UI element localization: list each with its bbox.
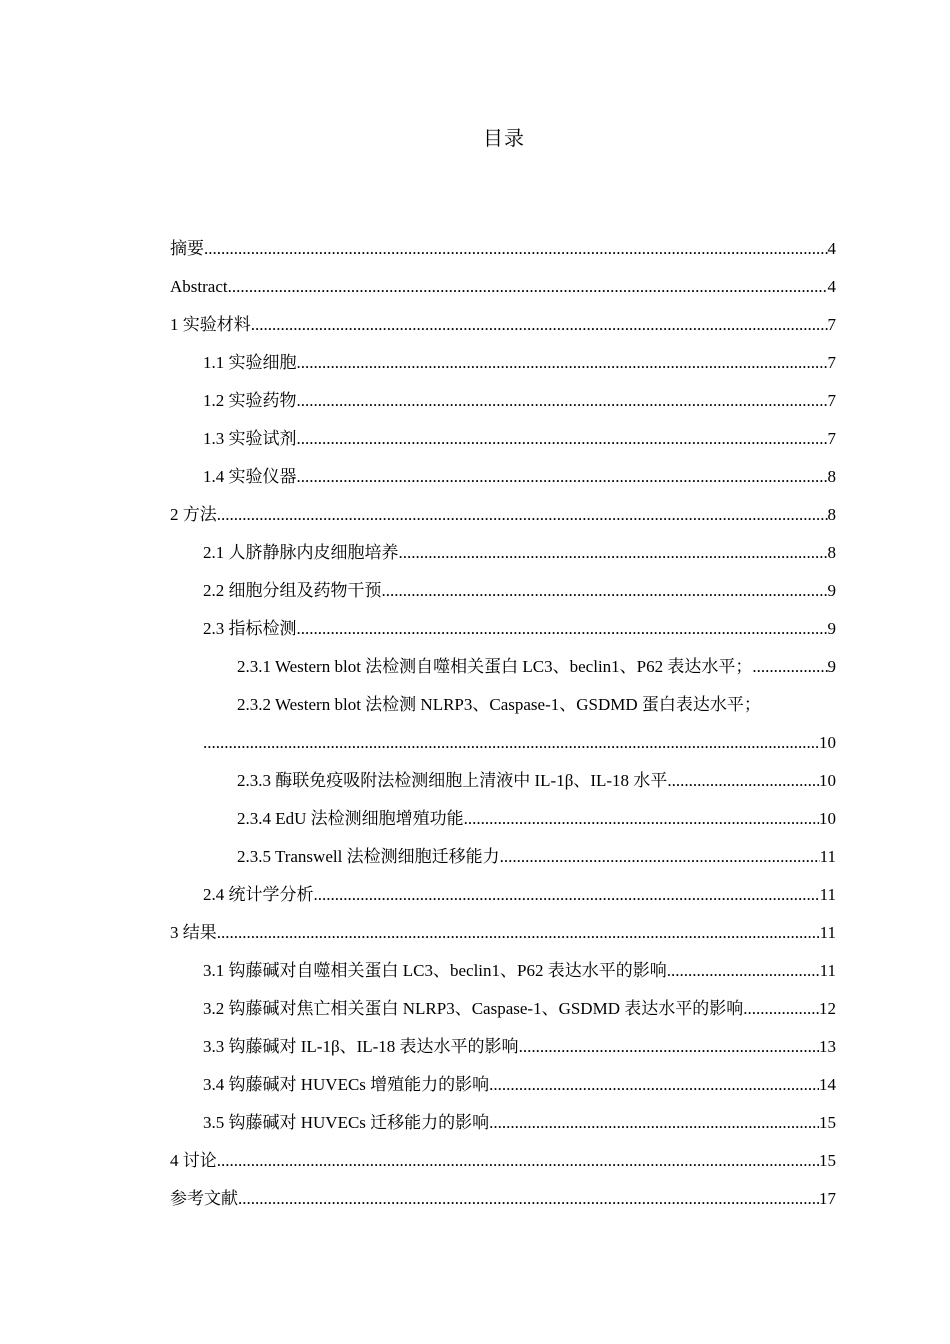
toc-entry[interactable]: [170, 578, 836, 616]
toc-entry[interactable]: [170, 540, 836, 578]
toc-leader-dots: [743, 996, 819, 1022]
toc-leader-dots: [297, 350, 828, 376]
toc-entry-label: 2.3.5 Transwell 法检测细胞迁移能力: [237, 847, 500, 866]
toc-leader-dots: [297, 464, 828, 490]
toc-entry-label: 2.3.1 Western blot 法检测自噬相关蛋白 LC3、beclin1、P62 表达水平；: [237, 657, 753, 676]
toc-entry-label: 3.3 钩藤碱对 IL-1β、IL-18 表达水平的影响: [203, 1037, 519, 1056]
toc-entry-label: 3.5 钩藤碱对 HUVECs 迁移能力的影响: [203, 1113, 490, 1132]
toc-page-number: 7: [827, 391, 836, 410]
toc-leader-dots: [297, 616, 828, 642]
toc-entry-label: 1.1 实验细胞: [203, 353, 297, 372]
toc-entry[interactable]: [170, 312, 836, 350]
toc-page-number: 7: [827, 353, 836, 372]
toc-leader-dots: [217, 1148, 819, 1174]
toc-entry-continuation[interactable]: [170, 730, 836, 768]
toc-leader-dots: [297, 388, 828, 414]
toc-entry[interactable]: [170, 1034, 836, 1072]
toc-entry-label: 1.2 实验药物: [203, 391, 297, 410]
toc-page-number: 4: [827, 239, 836, 258]
toc-entry[interactable]: [170, 236, 836, 274]
toc-leader-dots: [667, 958, 820, 984]
toc-entry-label: 2.2 细胞分组及药物干预: [203, 581, 382, 600]
toc-page-number: 8: [827, 467, 836, 486]
toc-entry-label: 2 方法: [170, 505, 217, 524]
toc-entry[interactable]: [170, 350, 836, 388]
toc-entry-label: 4 讨论: [170, 1151, 217, 1170]
toc-entry[interactable]: [170, 654, 836, 692]
toc-page-number: 11: [819, 961, 836, 980]
toc-page-number: 12: [819, 999, 836, 1018]
toc-page-number: 13: [819, 1037, 836, 1056]
toc-leader-dots: [314, 882, 820, 908]
toc-leader-dots: [399, 540, 828, 566]
toc-entry-label: 2.1 人脐静脉内皮细胞培养: [203, 543, 399, 562]
toc-entry-label: 2.3.2 Western blot 法检测 NLRP3、Caspase-1、GSDMD 蛋白表达水平；: [237, 695, 761, 714]
toc-page-number: 11: [819, 847, 836, 866]
toc-page-number: 9: [827, 657, 836, 676]
toc-page-number: 8: [827, 505, 836, 524]
toc-entry-label: 1 实验材料: [170, 315, 251, 334]
toc-entry[interactable]: [170, 274, 836, 312]
toc-leader-dots: [489, 1072, 819, 1098]
toc-page-number: 15: [819, 1151, 836, 1170]
toc-page-number: 11: [819, 885, 836, 904]
toc-leader-dots: [464, 806, 819, 832]
toc-entry-wrapped-line[interactable]: [170, 692, 836, 730]
toc-leader-dots: [519, 1034, 819, 1060]
toc-leader-dots: [752, 654, 827, 680]
toc-entry[interactable]: [170, 616, 836, 654]
toc-entry[interactable]: [170, 464, 836, 502]
toc-entry[interactable]: [170, 1072, 836, 1110]
toc-entry-label: 2.4 统计学分析: [203, 885, 314, 904]
toc-page-number: 9: [827, 619, 836, 638]
toc-page-number: 11: [819, 923, 836, 942]
toc-leader-dots: [489, 1110, 819, 1136]
toc-leader-dots: [251, 312, 828, 338]
toc-page-number: 10: [819, 809, 836, 828]
toc-entry-label: 3 结果: [170, 923, 217, 942]
toc-entry-label: 3.2 钩藤碱对焦亡相关蛋白 NLRP3、Caspase-1、GSDMD 表达水平的影响: [203, 999, 744, 1018]
toc-page-number: 15: [819, 1113, 836, 1132]
toc-page-number: 9: [827, 581, 836, 600]
toc-page-number: 10: [819, 733, 836, 752]
toc-entry[interactable]: [170, 882, 836, 920]
toc-leader-dots: [667, 768, 819, 794]
toc-entry-label: 2.3.3 酶联免疫吸附法检测细胞上清液中 IL-1β、IL-18 水平: [237, 771, 668, 790]
toc-leader-dots: [203, 730, 819, 756]
toc-entry[interactable]: [170, 844, 836, 882]
toc-page-number: 7: [827, 429, 836, 448]
toc-entry-label: 2.3.4 EdU 法检测细胞增殖功能: [237, 809, 464, 828]
toc-leader-dots: [500, 844, 820, 870]
toc-entry[interactable]: [170, 1148, 836, 1186]
toc-leader-dots: [204, 236, 828, 262]
toc-page-number: 17: [819, 1189, 836, 1208]
toc-page-number: 8: [827, 543, 836, 562]
toc-entry[interactable]: [170, 920, 836, 958]
toc-entry[interactable]: [170, 1110, 836, 1148]
toc-leader-dots: [297, 426, 828, 452]
toc-entry[interactable]: [170, 388, 836, 426]
toc-entry[interactable]: [170, 426, 836, 464]
toc-entry-label: 1.4 实验仪器: [203, 467, 297, 486]
toc-entry-label: 摘要: [170, 239, 204, 258]
toc-entry-label: 3.4 钩藤碱对 HUVECs 增殖能力的影响: [203, 1075, 490, 1094]
toc-leader-dots: [228, 274, 828, 300]
toc-entry-label: 2.3 指标检测: [203, 619, 297, 638]
table-of-contents: [170, 236, 836, 1224]
toc-page-number: 7: [827, 315, 836, 334]
toc-page-number: 14: [819, 1075, 836, 1094]
toc-entry-label: 3.1 钩藤碱对自噬相关蛋白 LC3、beclin1、P62 表达水平的影响: [203, 961, 667, 980]
toc-entry[interactable]: [170, 502, 836, 540]
toc-entry[interactable]: [170, 1186, 836, 1224]
toc-entry-label: 参考文献: [170, 1189, 238, 1208]
toc-entry-label: 1.3 实验试剂: [203, 429, 297, 448]
toc-entry[interactable]: [170, 768, 836, 806]
toc-entry-label: Abstract: [170, 277, 228, 296]
page-title: 目录: [483, 126, 525, 150]
toc-leader-dots: [217, 502, 828, 528]
toc-page-number: 4: [827, 277, 836, 296]
toc-leader-dots: [238, 1186, 819, 1212]
toc-page-number: 10: [819, 771, 836, 790]
toc-entry[interactable]: [170, 996, 836, 1034]
toc-entry[interactable]: [170, 806, 836, 844]
toc-entry[interactable]: [170, 958, 836, 996]
toc-leader-dots: [217, 920, 820, 946]
toc-leader-dots: [382, 578, 828, 604]
